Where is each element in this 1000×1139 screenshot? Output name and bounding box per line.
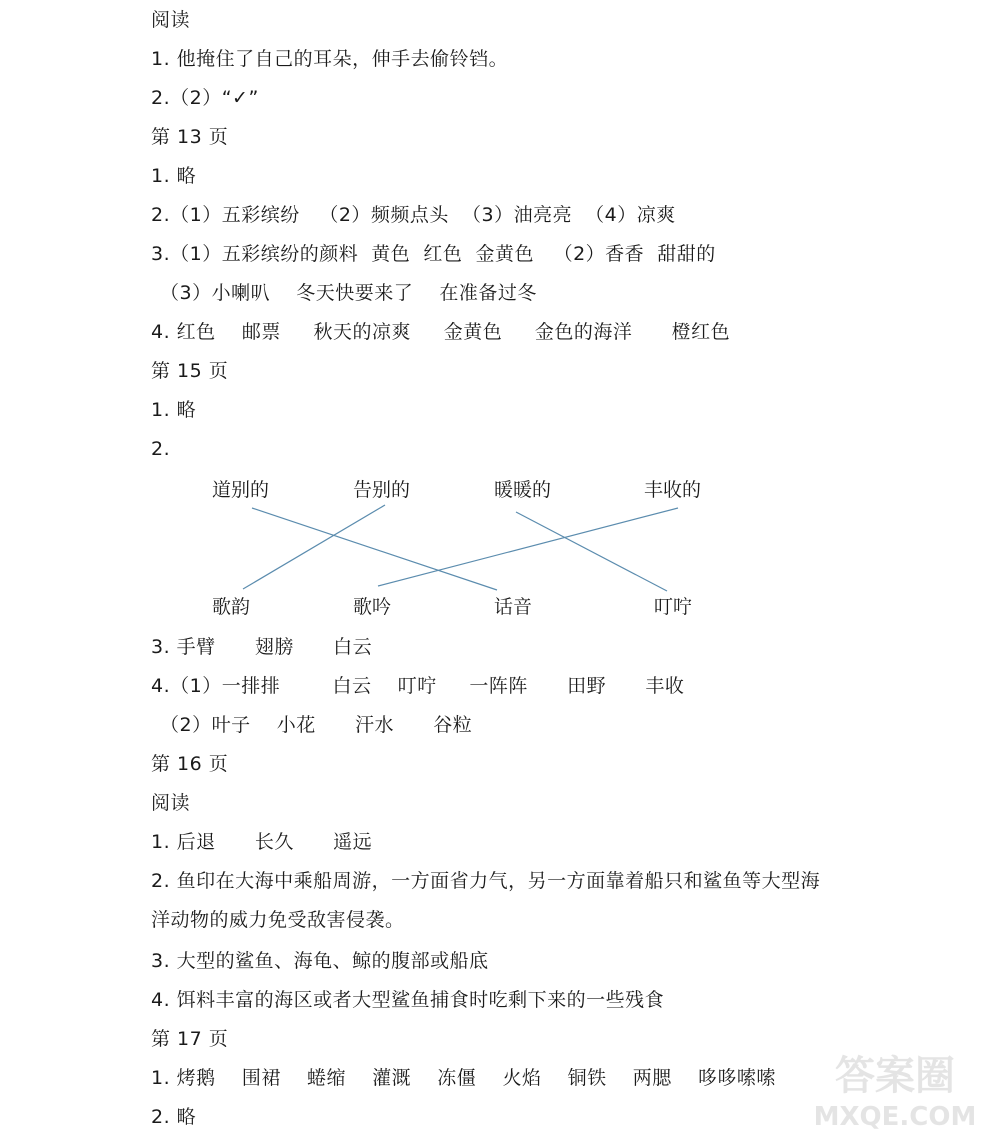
match-top-word-4: 丰收的 [644, 479, 702, 501]
match-line-4 [378, 508, 678, 586]
text-line-24: 1. 烤鹅 围裙 蜷缩 灌溉 冻僵 火焰 铜铁 两腮 哆哆嗦嗦 [151, 1067, 776, 1089]
match-bottom-word-3: 话音 [494, 596, 533, 618]
text-line-7: 3.（1）五彩缤纷的颜料 黄色 红色 金黄色 （2）香香 甜甜的 [151, 243, 716, 265]
text-line-15: （2）叶子 小花 汗水 谷粒 [160, 714, 473, 736]
text-line-21: 3. 大型的鲨鱼、海龟、鲸的腹部或船底 [151, 950, 489, 972]
text-line-18: 1. 后退 长久 遥远 [151, 831, 373, 853]
text-line-1: 阅读 [151, 9, 191, 31]
text-line-19: 2. 鱼印在大海中乘船周游，一方面省力气，另一方面靠着船只和鲨鱼等大型海 [151, 870, 821, 892]
text-line-22: 4. 饵料丰富的海区或者大型鲨鱼捕食时吃剩下来的一些残食 [151, 989, 665, 1011]
text-line-3: 2.（2）“✓” [151, 87, 259, 109]
match-bottom-word-4: 叮咛 [654, 596, 693, 618]
text-line-25: 2. 略 [151, 1106, 197, 1128]
section-heading-p13: 第 13 页 [151, 126, 229, 148]
text-line-8: （3）小喇叭 冬天快要来了 在准备过冬 [160, 282, 537, 304]
text-line-6: 2.（1）五彩缤纷 （2）频频点头 （3）油亮亮 （4）凉爽 [151, 204, 676, 226]
match-line-3 [516, 512, 667, 591]
section-heading-p15: 第 15 页 [151, 360, 229, 382]
watermark-logo [804, 1045, 986, 1133]
match-bottom-word-2: 歌吟 [353, 596, 392, 618]
match-bottom-word-1: 歌韵 [212, 596, 251, 618]
text-line-9: 4. 红色 邮票 秋天的凉爽 金黄色 金色的海洋 橙红色 [151, 321, 731, 343]
match-line-2 [243, 505, 385, 589]
match-top-word-2: 告别的 [353, 479, 411, 501]
text-line-14: 4.（1）一排排 白云 叮咛 一阵阵 田野 丰收 [151, 675, 685, 697]
text-line-5: 1. 略 [151, 165, 197, 187]
match-top-word-3: 暖暖的 [494, 479, 552, 501]
watermark-title: 答案圈 [835, 1053, 955, 1099]
text-line-11: 1. 略 [151, 399, 197, 421]
match-top-word-1: 道别的 [212, 479, 270, 501]
text-line-20: 洋动物的威力免受敌害侵袭。 [151, 909, 405, 931]
text-line-2: 1. 他掩住了自己的耳朵，伸手去偷铃铛。 [151, 48, 509, 70]
text-line-13: 3. 手臂 翅膀 白云 [151, 636, 373, 658]
section-heading-p16: 第 16 页 [151, 753, 229, 775]
watermark-url: MXQE.COM [813, 1102, 977, 1132]
text-line-12: 2. [151, 438, 171, 460]
section-heading-p17: 第 17 页 [151, 1028, 229, 1050]
match-line-1 [252, 508, 497, 590]
text-line-17: 阅读 [151, 792, 191, 814]
